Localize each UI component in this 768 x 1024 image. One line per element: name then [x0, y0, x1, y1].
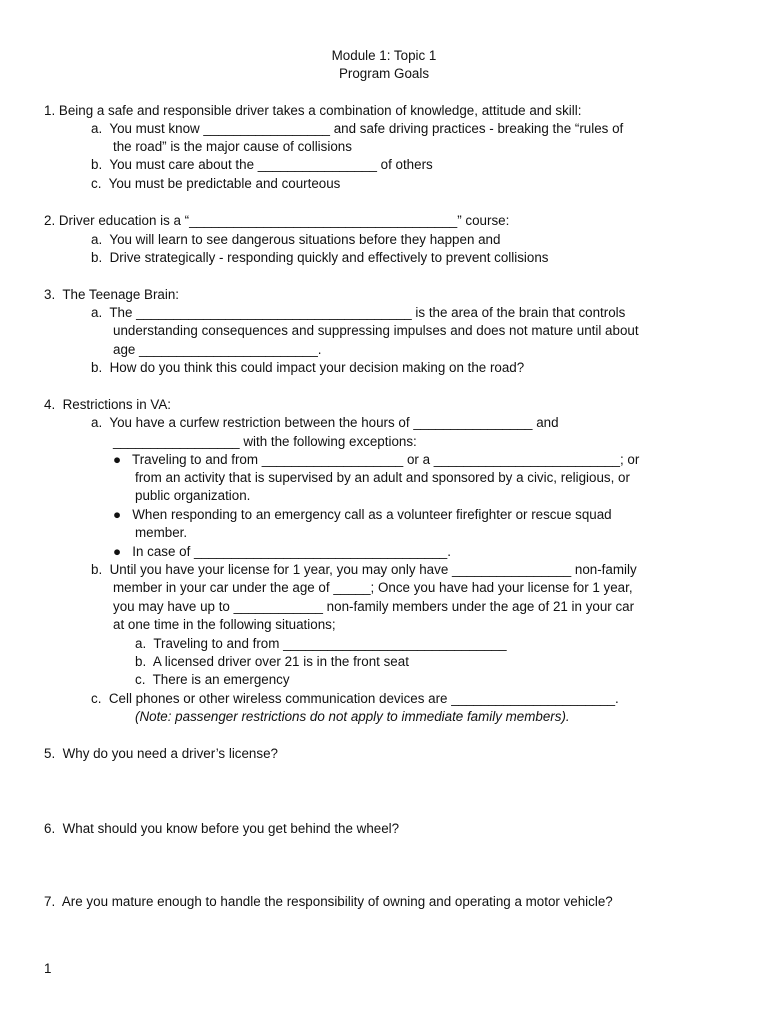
bullet-1-line-3: public organization.	[135, 488, 251, 503]
question-1c: c. You must be predictable and courteous	[91, 176, 341, 191]
question-3a-line-3: age ________________________.	[113, 342, 322, 357]
question-1: 1. Being a safe and responsible driver takes a combination of knowledge, attitude and skill:	[44, 103, 582, 118]
question-3a-line-2: understanding consequences and suppressing impulses and does not mature until about	[113, 323, 639, 338]
page-title: Program Goals	[338, 66, 430, 81]
question-3: 3. The Teenage Brain:	[44, 287, 179, 302]
question-4b-line-1: b. Until you have your license for 1 year, you may only have ________________ non-family	[91, 562, 637, 577]
page-number: 1	[44, 961, 52, 976]
question-4c: c. Cell phones or other wireless communication devices are ______________________.	[91, 691, 619, 706]
question-4: 4. Restrictions in VA:	[44, 397, 172, 412]
question-3a-line-1: a. The _____________________________________ is the area of the brain that controls	[91, 305, 626, 320]
question-4b-line-2: member in your car under the age of _____; Once you have had your license for 1 year,	[113, 580, 633, 595]
question-4b-line-3: you may have up to ____________ non-family members under the age of 21 in your car	[113, 599, 635, 614]
question-2b: b. Drive strategically - responding quickly and effectively to prevent collisions	[91, 250, 549, 265]
question-7: 7. Are you mature enough to handle the responsibility of owning and operating a motor vehicle?	[44, 894, 613, 909]
question-1b: b. You must care about the ________________ of others	[91, 157, 433, 172]
question-4b-sub-a: a. Traveling to and from ______________________________	[135, 636, 507, 651]
question-6: 6. What should you know before you get behind the wheel?	[44, 821, 400, 836]
question-4a-line-1: a. You have a curfew restriction between the hours of ________________ and	[91, 415, 559, 430]
question-3b: b. How do you think this could impact your decision making on the road?	[91, 360, 525, 375]
question-5: 5. Why do you need a driver’s license?	[44, 746, 278, 761]
question-4b-line-4: at one time in the following situations;	[113, 617, 336, 632]
module-heading: Module 1: Topic 1	[331, 48, 437, 63]
question-2: 2. Driver education is a “____________________________________” course:	[44, 213, 510, 228]
question-1a-line-1: a. You must know _________________ and safe driving practices - breaking the “rules of	[91, 121, 624, 136]
question-1a-line-2: the road” is the major cause of collisions	[113, 139, 352, 154]
passenger-note: (Note: passenger restrictions do not apply to immediate family members).	[135, 709, 570, 724]
bullet-3: ● In case of __________________________________.	[113, 544, 451, 559]
bullet-1-line-2: from an activity that is supervised by an adult and sponsored by a civic, religious, or	[135, 470, 630, 485]
question-4b-sub-b: b. A licensed driver over 21 is in the front seat	[135, 654, 409, 669]
question-4b-sub-c: c. There is an emergency	[135, 672, 290, 687]
question-2a: a. You will learn to see dangerous situations before they happen and	[91, 232, 501, 247]
question-4a-line-2: _________________ with the following exceptions:	[113, 434, 417, 449]
bullet-1-line-1: ● Traveling to and from ___________________ or a _________________________; or	[113, 452, 640, 467]
bullet-2-line-2: member.	[135, 525, 188, 540]
bullet-2-line-1: ● When responding to an emergency call as a volunteer firefighter or rescue squad	[113, 507, 612, 522]
